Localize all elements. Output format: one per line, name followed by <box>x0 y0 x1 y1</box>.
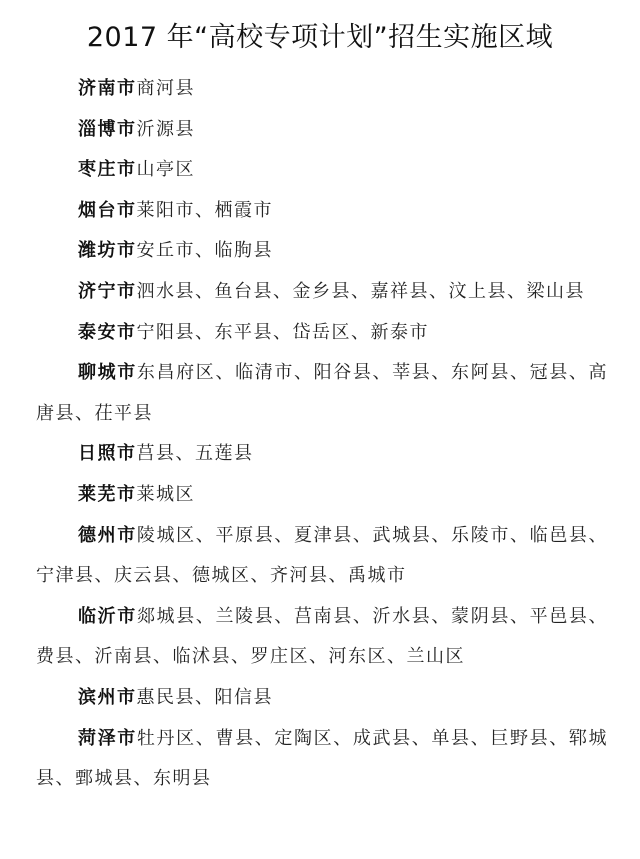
city-name: 泰安市 <box>78 321 137 343</box>
region-item-dezhou <box>36 516 608 597</box>
county-list: 惠民县、阳信县 <box>136 686 273 708</box>
region-item-zibo <box>36 110 608 151</box>
region-item-taian <box>36 313 608 354</box>
city-name: 日照市 <box>78 443 137 465</box>
city-name: 潍坊市 <box>78 240 137 262</box>
county-list: 泗水县、鱼台县、金乡县、嘉祥县、汶上县、梁山县 <box>136 280 585 302</box>
region-item-heze <box>36 719 608 800</box>
city-name: 枣庄市 <box>78 159 137 181</box>
county-list: 山亭区 <box>136 159 195 181</box>
city-name: 济宁市 <box>78 280 137 302</box>
region-item-linyi <box>36 597 608 678</box>
region-item-jining <box>36 272 608 313</box>
city-name: 烟台市 <box>78 199 137 221</box>
region-item-yantai <box>36 191 608 232</box>
region-item-binzhou <box>36 678 608 719</box>
county-list: 安丘市、临朐县 <box>136 240 273 262</box>
region-item-jinan <box>36 69 608 110</box>
county-list: 商河县 <box>136 78 195 99</box>
county-list: 莱城区 <box>136 483 195 505</box>
region-list <box>36 69 608 800</box>
county-list: 陵城区、平原县、夏津县、武城县、乐陵市、临邑县、宁津县、庆云县、德城区、齐河县、禹城市 <box>36 524 608 587</box>
region-item-zaozhuang <box>36 150 608 191</box>
region-item-rizhao <box>36 434 608 475</box>
county-list: 郯城县、兰陵县、莒南县、沂水县、蒙阴县、平邑县、费县、沂南县、临沭县、罗庄区、河东区、兰山区 <box>36 605 608 668</box>
region-item-liaocheng <box>36 353 608 434</box>
region-item-weifang <box>36 231 608 272</box>
city-name: 淄博市 <box>78 118 137 140</box>
region-item-laiwu <box>36 475 608 516</box>
document-title: 2017 年“高校专项计划”招生实施区域 <box>86 22 554 53</box>
county-list: 莱阳市、栖霞市 <box>136 199 273 221</box>
city-name: 滨州市 <box>78 686 137 708</box>
city-name: 临沂市 <box>78 605 137 627</box>
county-list: 东昌府区、临清市、阳谷县、莘县、东阿县、冠县、高唐县、茌平县 <box>36 362 608 424</box>
county-list: 牡丹区、曹县、定陶区、成武县、单县、巨野县、郓城县、鄄城县、东明县 <box>36 727 608 790</box>
city-name: 德州市 <box>78 524 137 546</box>
county-list: 宁阳县、东平县、岱岳区、新泰市 <box>136 321 429 343</box>
city-name: 菏泽市 <box>78 727 137 749</box>
county-list: 莒县、五莲县 <box>136 443 254 465</box>
city-name: 莱芜市 <box>78 483 137 505</box>
county-list: 沂源县 <box>136 118 195 140</box>
city-name: 聊城市 <box>78 362 137 384</box>
city-name: 济南市 <box>78 78 137 99</box>
